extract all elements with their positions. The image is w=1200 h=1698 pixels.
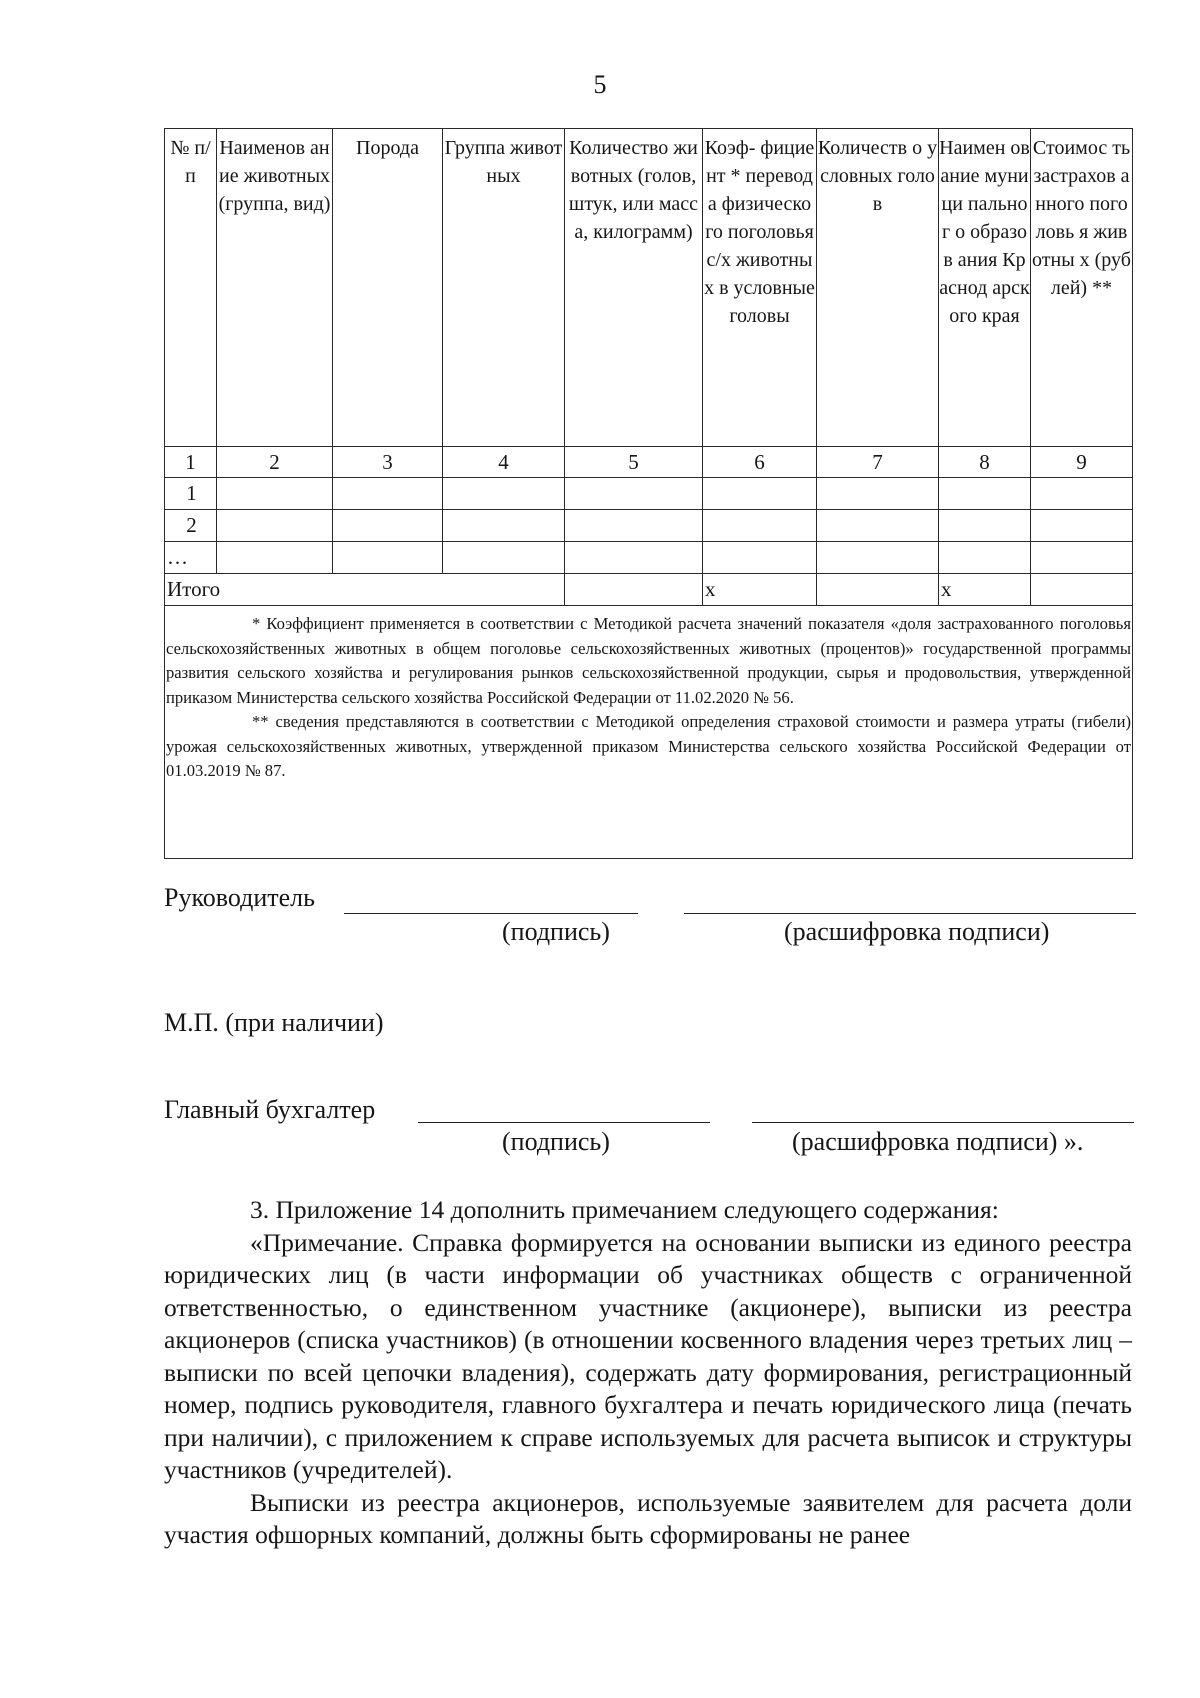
table-cell (443, 510, 565, 542)
footnote-1: * Коэффициент применяется в соответствии с Методикой расчета значений показателя «доля застрахованного поголовья сельскохозяйственных животных в общем поголовье сельскохозяйственных животных (процентов)» государственной программы развития сельского хозяйства и регулирования рынков сельскохозяйственной продукции, сырья и продовольствия, утвержденной приказом Министерства сельского хозяйства Российской Федерации от 11.02.2020 № 56. (166, 614, 1131, 707)
table-row (165, 510, 1133, 542)
column-number: 6 (703, 447, 817, 478)
page-number: 5 (593, 70, 607, 99)
footnote-cell (165, 606, 1133, 859)
stamp-label: М.П. (при наличии) (164, 1008, 384, 1037)
table-cell (939, 478, 1031, 510)
table-cell (565, 478, 703, 510)
table-cell (217, 478, 333, 510)
table-cell (939, 510, 1031, 542)
row-number: 1 (165, 478, 217, 510)
total-row (165, 574, 1133, 606)
header-cell: Количество животных (голов, штук, или масса, килограмм) (565, 129, 703, 447)
table-cell (333, 542, 443, 574)
footnote-row (165, 606, 1133, 859)
total-x-marker: x (703, 574, 817, 606)
column-number-row (165, 447, 1133, 478)
table-cell (817, 574, 939, 606)
table-cell (443, 542, 565, 574)
table-cell (939, 542, 1031, 574)
header-cell: Коэф- фициент * перевода физическо го поголовья с/х животных в условные головы (703, 129, 817, 447)
table-cell (1031, 574, 1133, 606)
table-cell (333, 510, 443, 542)
column-number: 9 (1031, 447, 1133, 478)
table-cell (217, 510, 333, 542)
header-cell: Наимен ование муници пальног о образов ания Краснод арского края (939, 129, 1031, 447)
accountant-decoding-line (752, 1122, 1134, 1123)
column-number: 5 (565, 447, 703, 478)
column-number: 1 (165, 447, 217, 478)
table-cell (703, 478, 817, 510)
header-cell: Наименов ание животных (группа, вид) (217, 129, 333, 447)
column-number: 3 (333, 447, 443, 478)
row-number: 2 (165, 510, 217, 542)
table-cell (1031, 542, 1133, 574)
table-cell (703, 510, 817, 542)
table-cell (565, 574, 703, 606)
table-cell (817, 542, 939, 574)
decoding-caption: (расшифровка подписи) (784, 917, 1050, 946)
accountant-signature-line (418, 1122, 710, 1123)
table-cell (817, 510, 939, 542)
paragraph: «Примечание. Справка формируется на основании выписки из единого реестра юридических лиц (в части информации об участниках обществ с ограниченной ответственностью, о единственном участнике (акционере), выписки из реестра акционеров (списка участников) (в отношении косвенного владения через третьих лиц – выписки по всей цепочки владения), содержать дату формирования, регистрационный номер, подпись руководителя, главного бухгалтера и печать юридического лица (печать при наличии), с приложением к справе используемых для расчета выписок и структуры участников (учредителей). (164, 1227, 1132, 1484)
table-row (165, 542, 1133, 574)
total-label: Итого (165, 574, 565, 606)
column-number: 7 (817, 447, 939, 478)
body-text (164, 1194, 1132, 1552)
header-cell: Порода (333, 129, 443, 447)
header-cell: Группа животных (443, 129, 565, 447)
table-cell (333, 478, 443, 510)
total-x-marker: x (939, 574, 1031, 606)
column-number: 2 (217, 447, 333, 478)
table-cell (443, 478, 565, 510)
head-decoding-line (684, 913, 1136, 914)
header-cell: № п/п (165, 129, 217, 447)
column-number: 4 (443, 447, 565, 478)
decoding-caption: (расшифровка подписи) ». (792, 1127, 1084, 1156)
table-cell (703, 542, 817, 574)
table-cell (565, 510, 703, 542)
signature-caption: (подпись) (502, 1127, 610, 1156)
table-cell (817, 478, 939, 510)
row-number: … (165, 542, 217, 574)
paragraph: 3. Приложение 14 дополнить примечанием следующего содержания: (250, 1195, 999, 1224)
livestock-table (164, 128, 1133, 859)
table-cell (217, 542, 333, 574)
accountant-label: Главный бухгалтер (164, 1095, 376, 1124)
head-label: Руководитель (164, 883, 315, 912)
head-signature-line (344, 913, 638, 914)
table-cell (1031, 510, 1133, 542)
paragraph: Выписки из реестра акционеров, используемые заявителем для расчета доли участия офшорных компаний, должны быть сформированы не ранее (164, 1487, 1132, 1549)
column-number: 8 (939, 447, 1031, 478)
header-row (165, 129, 1133, 447)
header-cell: Стоимос ть застрахов анного поголовь я животны х (рублей) ** (1031, 129, 1133, 447)
header-cell: Количеств о условных голов (817, 129, 939, 447)
footnote-2: ** сведения представляются в соответствии с Методикой определения страховой стоимости и размера утраты (гибели) урожая сельскохозяйственных животных, утвержденной приказом Министерства сельского хозяйства Российской Федерации от 01.03.2019 № 87. (166, 712, 1131, 780)
table-row (165, 478, 1133, 510)
table-cell (565, 542, 703, 574)
signature-caption: (подпись) (502, 917, 610, 946)
table-cell (1031, 478, 1133, 510)
